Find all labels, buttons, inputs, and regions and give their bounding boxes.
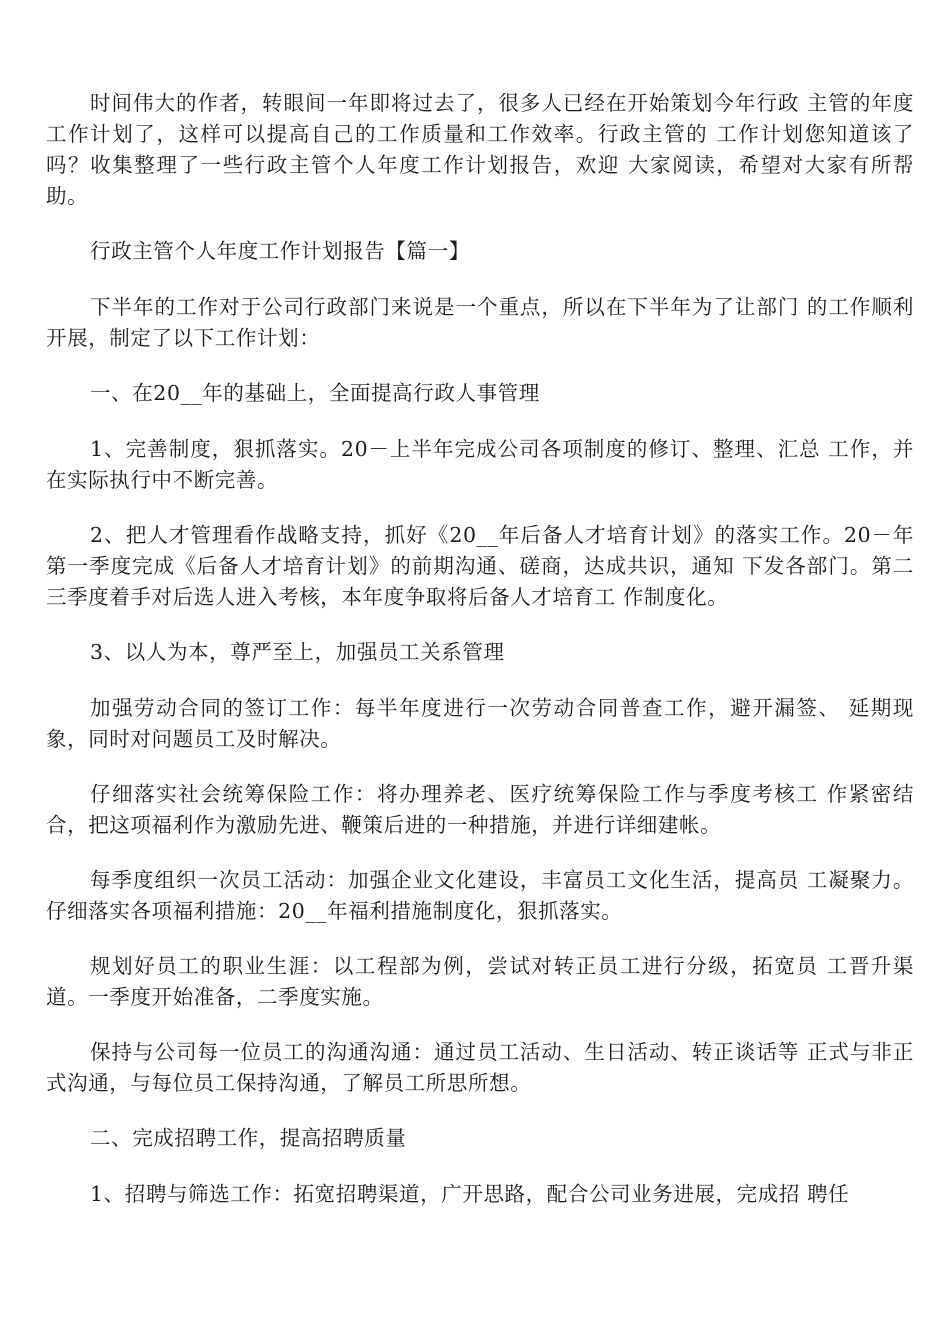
section-title: 行政主管个人年度工作计划报告【篇一】 xyxy=(90,239,470,263)
body-paragraph: 保持与公司每一位员工的沟通沟通：通过员工活动、生日活动、转正谈话等 正式与非正式沟通，与每位员工保持沟通，了解员工所思所想。 xyxy=(46,1040,914,1095)
body-paragraph: 规划好员工的职业生涯：以工程部为例，尝试对转正员工进行分级，拓宽员 工晋升渠道。一季度开始准备，二季度实施。 xyxy=(46,954,914,1009)
subsection-heading: 3、以人为本，尊严至上，加强员工关系管理 xyxy=(90,640,505,664)
body-paragraph: 仔细落实社会统筹保险工作：将办理养老、医疗统筹保险工作与季度考核工 作紧密结合，把这项福利作为激励先进、鞭策后进的一种措施，并进行详细建帐。 xyxy=(46,782,914,837)
subsection-heading: 一、在20__年的基础上，全面提高行政人事管理 xyxy=(90,381,540,405)
body-paragraph: 每季度组织一次员工活动：加强企业文化建设，丰富员工文化生活，提高员 工凝聚力。仔细落实各项福利措施：20__年福利措施制度化，狠抓落实。 xyxy=(46,868,914,923)
body-paragraph: 1、完善制度，狠抓落实。20－上半年完成公司各项制度的修订、整理、汇总 工作，并在实际执行中不断完善。 xyxy=(46,437,914,492)
document-page xyxy=(46,88,914,1234)
body-paragraph: 下半年的工作对于公司行政部门来说是一个重点，所以在下半年为了让部门 的工作顺利开展，制定了以下工作计划： xyxy=(46,295,914,350)
body-paragraph: 1、招聘与筛选工作：拓宽招聘渠道，广开思路，配合公司业务进展，完成招 聘任 xyxy=(90,1182,850,1206)
body-paragraph: 2、把人才管理看作战略支持，抓好《20__年后备人才培育计划》的落实工作。20－年第一季度完成《后备人才培育计划》的前期沟通、磋商，达成共识，通知 下发各部门。第二三季度着手对后选人进入考核，本年度争取将后备人才培育工 作制度化。 xyxy=(46,523,914,609)
subsection-heading: 二、完成招聘工作，提高招聘质量 xyxy=(90,1126,407,1150)
body-paragraph: 加强劳动合同的签订工作：每半年度进行一次劳动合同普查工作，避开漏签、 延期现象，同时对问题员工及时解决。 xyxy=(46,696,914,751)
intro-paragraph: 时间伟大的作者，转眼间一年即将过去了，很多人已经在开始策划今年行政 主管的年度工作计划了，这样可以提高自己的工作质量和工作效率。行政主管的 工作计划您知道该了吗？收集整理了一些行政主管个人年度工作计划报告，欢迎 大家阅读，希望对大家有所帮助。 xyxy=(46,91,914,208)
